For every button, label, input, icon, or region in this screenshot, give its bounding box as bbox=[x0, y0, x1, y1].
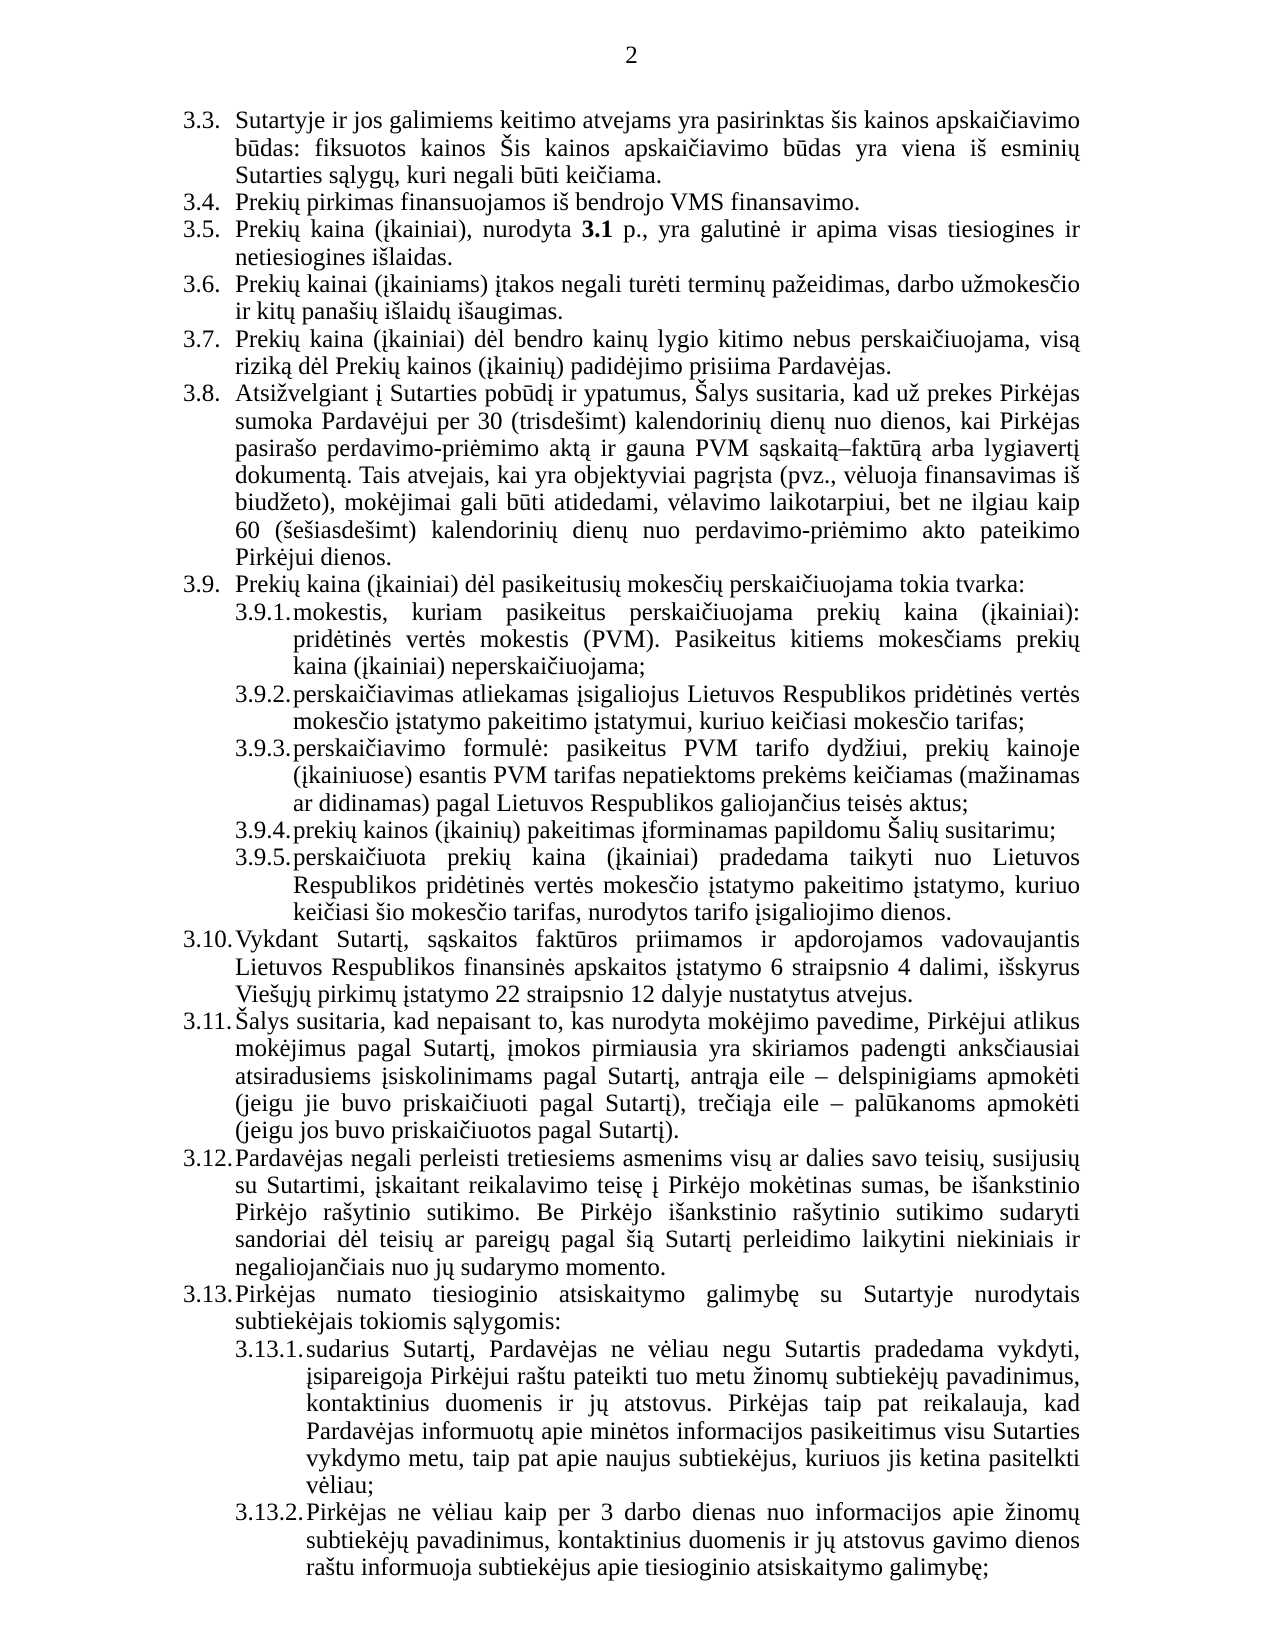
clause-number: 3.10. bbox=[183, 926, 233, 954]
clause-3-6 bbox=[183, 271, 1080, 326]
clause-3-10 bbox=[183, 926, 1080, 1008]
clause-3-13-2 bbox=[183, 1499, 1080, 1581]
clause-number: 3.9.5. bbox=[235, 844, 292, 872]
clause-number: 3.5. bbox=[183, 216, 221, 244]
clause-3-9-5 bbox=[183, 844, 1080, 926]
clause-3-9-3 bbox=[183, 735, 1080, 817]
clause-number: 3.4. bbox=[183, 189, 221, 217]
clause-text: Pirkėjas ne vėliau kaip per 3 darbo dienas nuo informacijos apie žinomų subtiekėjų pavadinimus, kontaktinius duomenis ir jų atstovus gavimo dienos raštu informuoja subtiekėjus apie tiesioginio atsiskaitymo galimybę; bbox=[306, 1499, 1080, 1582]
clause-number: 3.6. bbox=[183, 271, 221, 299]
clause-3-11 bbox=[183, 1008, 1080, 1144]
clause-number: 3.3. bbox=[183, 107, 221, 135]
clause-3-12 bbox=[183, 1145, 1080, 1281]
clause-text: Prekių kaina (įkainiai) dėl bendro kainų lygio kitimo nebus perskaičiuojama, visą riziką dėl Prekių kainos (įkainių) padidėjimo prisiima Pardavėjas. bbox=[235, 325, 1080, 380]
clause-text: perskaičiavimas atliekamas įsigaliojus Lietuvos Respublikos pridėtinės vertės mokesčio įstatymo pakeitimo įstatymui, kuriuo keičiasi mokesčio tarifas; bbox=[293, 680, 1080, 735]
clause-text: Atsižvelgiant į Sutarties pobūdį ir ypatumus, Šalys susitaria, kad už prekes Pirkėjas sumoka Pardavėjui per 30 (trisdešimt) kalendorinių dienų nuo dienos, kai Pirkėjas pasirašo perdavimo-priėmimo aktą ir gauna PVM sąskaitą–faktūrą arba lygiavertį dokumentą. Tais atvejais, kai yra objektyviai pagrįsta (pvz., vėluoja finansavimas iš biudžeto), mokėjimai gali būti atidedami, vėlavimo laikotarpiui, bet ne ilgiau kaip 60 (šešiasdešimt) kalendorinių dienų nuo perdavimo-priėmimo akto pateikimo Pirkėjui dienos. bbox=[235, 380, 1080, 572]
clause-3-13-1 bbox=[183, 1336, 1080, 1500]
clause-3-3 bbox=[183, 107, 1080, 189]
clause-3-7 bbox=[183, 326, 1080, 381]
clause-3-5 bbox=[183, 216, 1080, 271]
clause-text: Prekių kainai (įkainiams) įtakos negali turėti terminų pažeidimas, darbo užmokesčio ir kitų panašių išlaidų išaugimas. bbox=[235, 271, 1080, 326]
clause-text: Pardavėjas negali perleisti tretiesiems asmenims visų ar dalies savo teisių, susijusių su Sutartimi, įskaitant reikalavimo teisę į Pirkėjo mokėtinas sumas, be išankstinio Pirkėjo rašytinio sutikimo. Be Pirkėjo išankstinio rašytinio sutikimo sudaryti sandoriai dėl teisių ar pareigų pagal šią Sutartį perleidimo laikytini niekiniais ir negaliojančiais nuo jų sudarymo momento. bbox=[235, 1144, 1080, 1281]
clause-3-13 bbox=[183, 1281, 1080, 1336]
clause-3-8 bbox=[183, 380, 1080, 571]
contract-clauses bbox=[183, 107, 1080, 1581]
clause-number: 3.9.2. bbox=[235, 680, 292, 708]
clause-number: 3.13.1. bbox=[235, 1335, 304, 1363]
clause-number: 3.9.3. bbox=[235, 735, 292, 763]
clause-text: Vykdant Sutartį, sąskaitos faktūros priimamos ir apdorojamos vadovaujantis Lietuvos Respublikos finansinės apskaitos įstatymo 6 straipsnio 4 dalimi, išskyrus Viešųjų pirkimų įstatymo 22 straipsnio 12 dalyje nustatytus atvejus. bbox=[235, 926, 1080, 1008]
clause-text: Sutartyje ir jos galimiems keitimo atvejams yra pasirinktas šis kainos apskaičiavimo būdas: fiksuotos kainos Šis kainos apskaičiavimo būdas yra viena iš esminių Sutarties sąlygų, kuri negali būti keičiama. bbox=[235, 107, 1080, 189]
clause-number: 3.13. bbox=[183, 1281, 233, 1309]
clause-text: prekių kainos (įkainių) pakeitimas įforminamas papildomu Šalių susitarimu; bbox=[293, 817, 1057, 845]
clause-number: 3.9.4. bbox=[235, 817, 292, 845]
clause-3-9-2 bbox=[183, 681, 1080, 736]
clause-3-4 bbox=[183, 189, 1080, 216]
clause-text: Šalys susitaria, kad nepaisant to, kas nurodyta mokėjimo pavedime, Pirkėjui atlikus mokėjimus pagal Sutartį, įmokos pirmiausia yra skiriamos padengti anksčiausiai atsiradusiems įsiskolinimams pagal Sutartį, antrąja eile – delspinigiams apmokėti (jeigu jie buvo priskaičiuoti pagal Sutartį), trečiąja eile – palūkanoms apmokėti (jeigu jos buvo priskaičiuotos pagal Sutartį). bbox=[235, 1008, 1080, 1145]
clause-ref-3-1: 3.1 bbox=[581, 216, 613, 244]
clause-text bbox=[235, 216, 1080, 270]
clause-number: 3.13.2. bbox=[235, 1499, 304, 1527]
clause-number: 3.9. bbox=[183, 571, 221, 599]
clause-text: mokestis, kuriam pasikeitus perskaičiuojama prekių kaina (įkainiai): pridėtinės vertės mokestis (PVM). Pasikeitus kitiems mokesčiams prekių kaina (įkainiai) neperskaičiuojama; bbox=[293, 598, 1080, 681]
clause-text: sudarius Sutartį, Pardavėjas ne vėliau negu Sutartis pradedama vykdyti, įsipareigoja Pirkėjui raštu pateikti tuo metu žinomų subtiekėjų pavadinimus, kontaktinius duomenis ir jų atstovus. Pirkėjas taip pat reikalauja, kad Pardavėjas informuotų apie minėtos informacijos pasikeitimus visu Sutarties vykdymo metu, taip pat apie naujus subtiekėjus, kuriuos jis ketina pasitelkti vėliau; bbox=[306, 1335, 1080, 1500]
clause-text: perskaičiavimo formulė: pasikeitus PVM tarifo dydžiui, prekių kainoje (įkainiuose) esantis PVM tarifas nepatiektoms prekėms keičiamas (mažinamas ar didinamas) pagal Lietuvos Respublikos galiojančius teisės aktus; bbox=[293, 735, 1080, 817]
clause-3-9-1 bbox=[183, 599, 1080, 681]
clause-text: perskaičiuota prekių kaina (įkainiai) pradedama taikyti nuo Lietuvos Respublikos pridėtinės vertės mokesčio įstatymo pakeitimo įstatymo, kuriuo keičiasi šio mokesčio tarifas, nurodytos tarifo įsigaliojimo dienos. bbox=[293, 844, 1080, 926]
clause-text-part: Prekių kaina (įkainiai), nurodyta bbox=[235, 216, 582, 244]
clause-number: 3.9.1. bbox=[235, 598, 292, 626]
clause-text-part: p., yra galutinė ir apima visas tiesiogines ir netiesiogines išlaidas. bbox=[235, 216, 1081, 271]
clause-3-9-4 bbox=[183, 817, 1080, 844]
clause-number: 3.8. bbox=[183, 380, 221, 408]
clause-text: Prekių kaina (įkainiai) dėl pasikeitusių mokesčių perskaičiuojama tokia tvarka: bbox=[235, 571, 1026, 599]
page-number: 2 bbox=[625, 42, 638, 69]
clause-3-9 bbox=[183, 571, 1080, 598]
clause-number: 3.12. bbox=[183, 1144, 233, 1172]
clause-text: Pirkėjas numato tiesioginio atsiskaitymo galimybę su Sutartyje nurodytais subtiekėjais tokiomis sąlygomis: bbox=[235, 1281, 1080, 1336]
clause-text: Prekių pirkimas finansuojamos iš bendrojo VMS finansavimo. bbox=[235, 189, 861, 217]
clause-number: 3.11. bbox=[183, 1008, 233, 1036]
clause-number: 3.7. bbox=[183, 325, 221, 353]
